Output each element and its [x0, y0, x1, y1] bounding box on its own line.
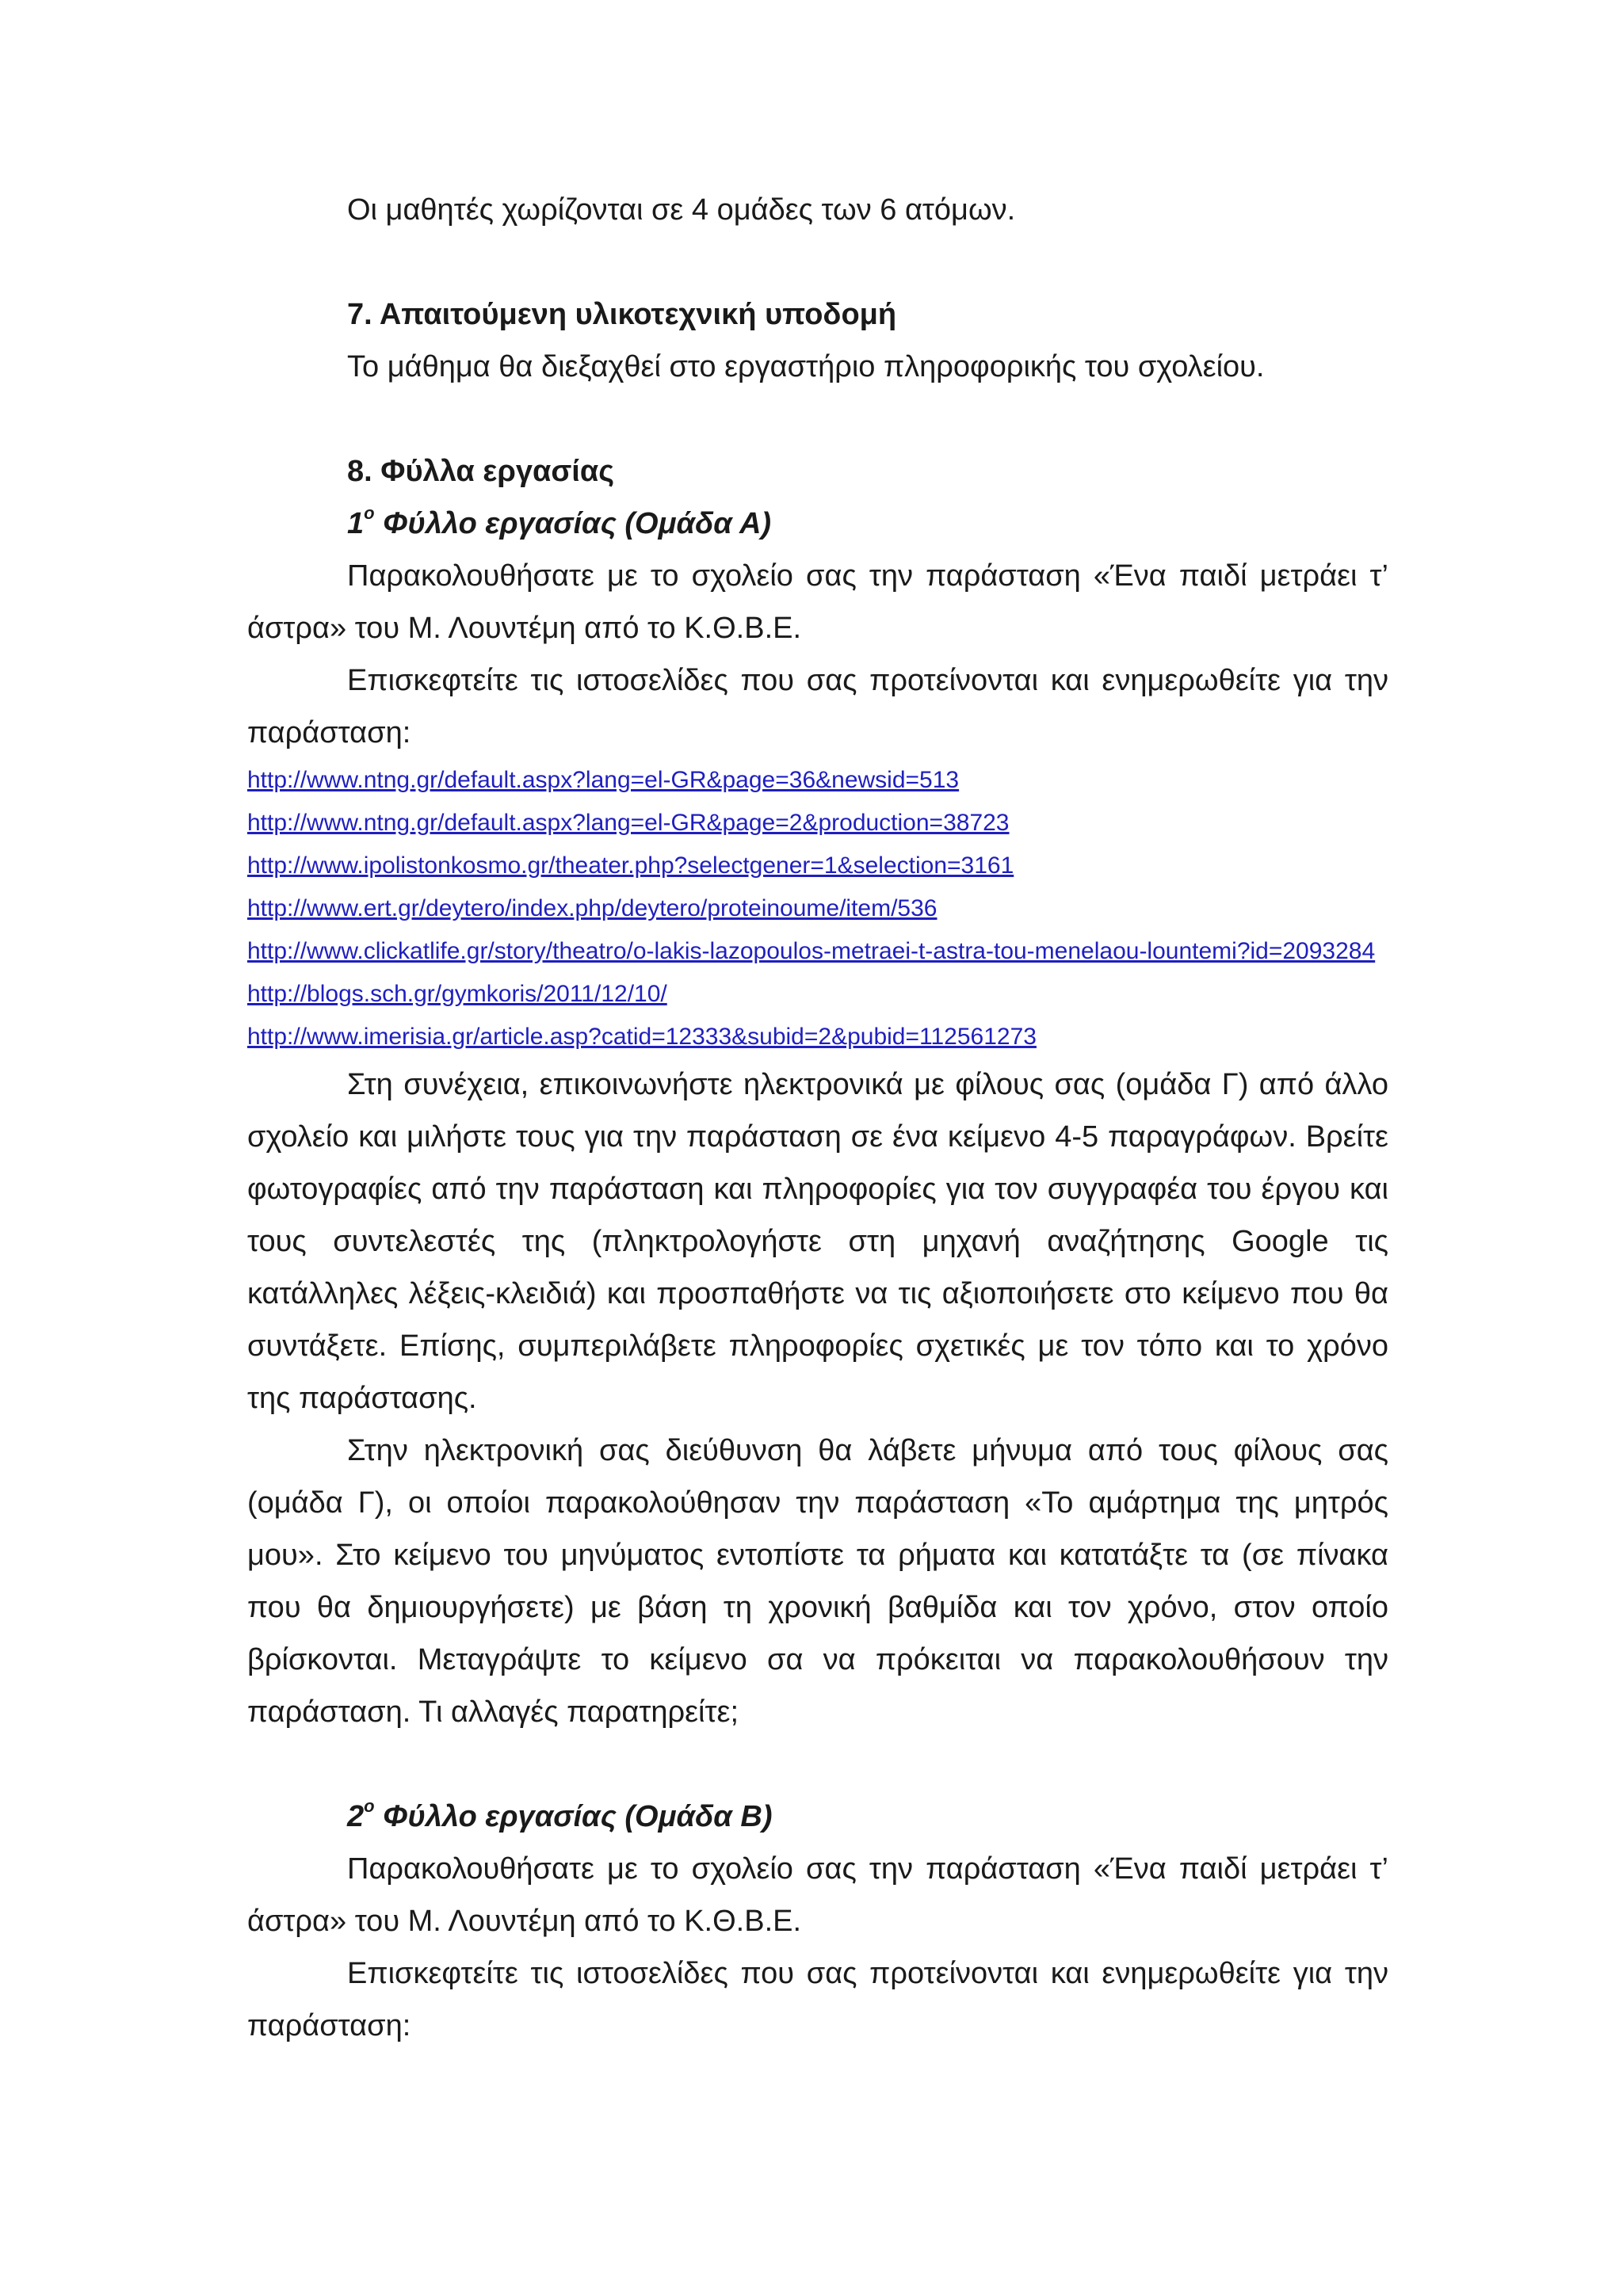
worksheet-2-para-2: Επισκεφτείτε τις ιστοσελίδες που σας προτείνονται και ενημερωθείτε για την παράσταση: — [247, 1957, 1388, 2042]
link-ipolistonkosmo[interactable]: http://www.ipolistonkosmo.gr/theater.php?selectgener=1&selection=3161 — [247, 852, 1014, 879]
link-blogs-sch[interactable]: http://blogs.sch.gr/gymkoris/2011/12/10/ — [247, 981, 667, 1007]
link-clickatlife[interactable]: http://www.clickatlife.gr/story/theatro/o-lakis-lazopoulos-metraei-t-astra-tou-menelaou-lountemi?id=2093284 — [247, 938, 1376, 964]
link-imerisia[interactable]: http://www.imerisia.gr/article.asp?catid=12333&subid=2&pubid=112561273 — [247, 1024, 1037, 1050]
link-ntng-newsid[interactable]: http://www.ntng.gr/default.aspx?lang=el-GR&page=36&newsid=513 — [247, 767, 960, 793]
section-7-heading: 7. Απαιτούμενη υλικοτεχνική υποδομή — [347, 298, 897, 331]
worksheet-1-para-3: Στη συνέχεια, επικοινωνήστε ηλεκτρονικά με φίλους σας (ομάδα Γ) από άλλο σχολείο και μιλήστε τους για την παράσταση σε ένα κείμενο 4-5 παραγράφων. Βρείτε φωτογραφίες από την παράσταση και πληροφορίες για τον συγγραφέα του έργου και τους συντελεστές της (πληκτρολογήστε στη μηχανή αναζήτησης Google τις κατάλληλες λέξεις-κλειδιά) και προσπαθήστε να τις αξιοποιήσετε στο κείμενο που θα συντάξετε. Επίσης, συμπεριλάβετε πληροφορίες σχετικές με τον τόπο και το χρόνο της παράστασης. — [247, 1068, 1388, 1415]
worksheet-1-title — [247, 498, 1388, 550]
worksheet-2-para-1: Παρακολουθήσατε με το σχολείο σας την παράσταση «Ένα παιδί μετράει τ’ άστρα» του Μ. Λουντέμη από το Κ.Θ.Β.Ε. — [247, 1852, 1388, 1938]
worksheet-2-ordinal: ο — [364, 1796, 375, 1817]
worksheet-2-title-text: Φύλλο εργασίας (Ομάδα Β) — [374, 1800, 773, 1833]
spacer — [247, 236, 1388, 288]
worksheet-1-title-text: Φύλλο εργασίας (Ομάδα Α) — [374, 507, 772, 540]
worksheet-2-number: 2 — [347, 1800, 365, 1833]
worksheet-1-ordinal: ο — [364, 503, 375, 524]
worksheet-2-title — [247, 1791, 1388, 1843]
link-ert[interactable]: http://www.ert.gr/deytero/index.php/deytero/proteinoume/item/536 — [247, 895, 938, 921]
worksheet-1-para-2: Επισκεφτείτε τις ιστοσελίδες που σας προτείνονται και ενημερωθείτε για την παράσταση: — [247, 664, 1388, 749]
intro-text: Οι μαθητές χωρίζονται σε 4 ομάδες των 6 ατόμων. — [347, 193, 1016, 227]
worksheet-1-number: 1 — [347, 507, 365, 540]
worksheet-1-link-list — [247, 759, 1388, 1058]
link-ntng-production[interactable]: http://www.ntng.gr/default.aspx?lang=el-GR&page=2&production=38723 — [247, 810, 1010, 836]
worksheet-1-para-4: Στην ηλεκτρονική σας διεύθυνση θα λάβετε μήνυμα από τους φίλους σας (ομάδα Γ), οι οποίοι παρακολούθησαν την παράσταση «Το αμάρτημα της μητρός μου». Στο κείμενο του μηνύματος εντοπίστε τα ρήματα και κατατάξτε τα (σε πίνακα που θα δημιουργήσετε) με βάση τη χρονική βαθμίδα και τον χρόνο, στον οποίο βρίσκονται. Μεταγράψτε το κείμενο σα να πρόκειται να παρακολουθήσουν την παράσταση. Τι αλλαγές παρατηρείτε; — [247, 1434, 1388, 1729]
section-8-heading: 8. Φύλλα εργασίας — [347, 455, 614, 488]
worksheet-1-para-1: Παρακολουθήσατε με το σχολείο σας την παράσταση «Ένα παιδί μετράει τ’ άστρα» του Μ. Λουντέμη από το Κ.Θ.Β.Ε. — [247, 559, 1388, 645]
spacer — [247, 1738, 1388, 1791]
spacer — [247, 393, 1388, 445]
document-page — [247, 184, 1388, 2052]
section-7-text: Το μάθημα θα διεξαχθεί στο εργαστήριο πληροφορικής του σχολείου. — [347, 350, 1265, 383]
